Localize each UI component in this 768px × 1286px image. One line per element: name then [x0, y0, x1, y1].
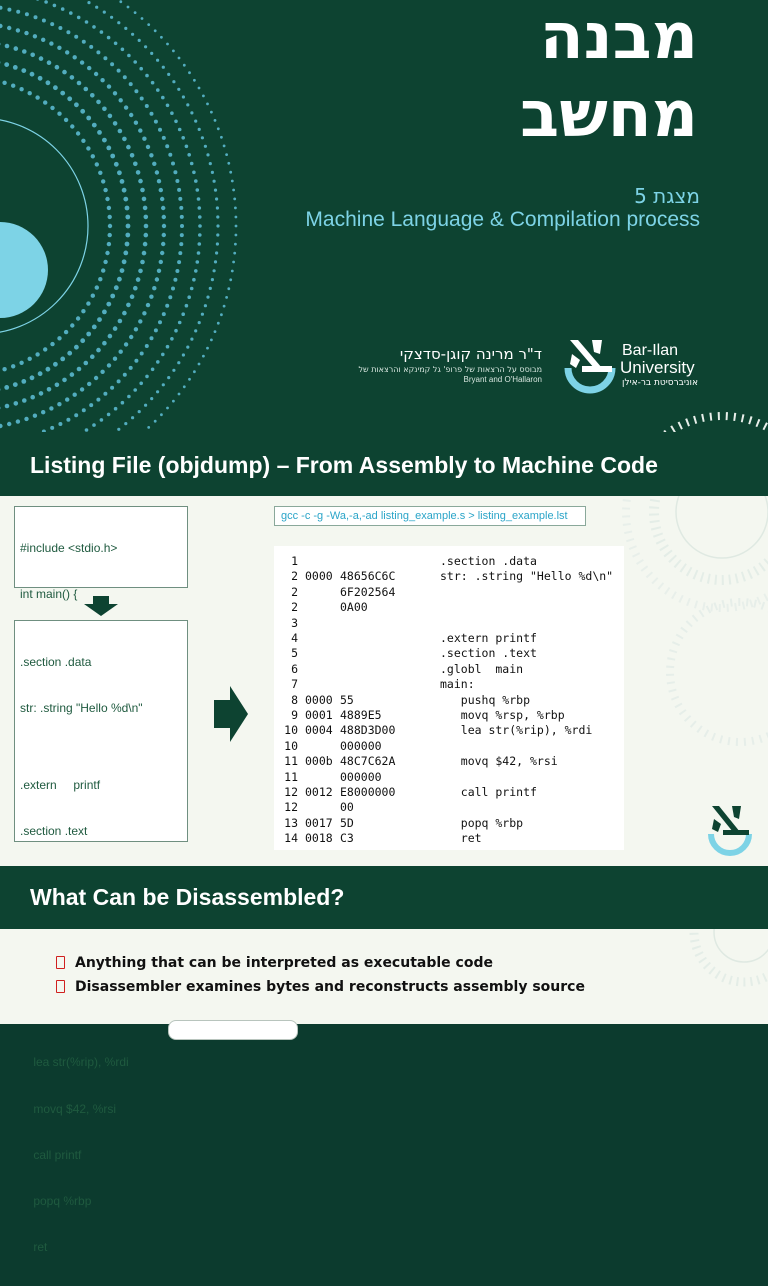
- listing-source: movq $42, %rsi: [440, 754, 558, 769]
- listing-line-number: 5: [280, 646, 298, 661]
- bar-ilan-logo-icon: [562, 334, 618, 390]
- assembly-line: .extern printf: [20, 778, 182, 793]
- title-line-1: מבנה: [540, 0, 698, 74]
- listing-line-number: 11: [280, 754, 298, 769]
- assembly-line: ret: [20, 1240, 182, 1255]
- author-credit-hebrew: מבוסס על הרצאות של פרופ' גל קמינקא והרצאות של: [302, 364, 542, 375]
- listing-source: .extern printf: [440, 631, 537, 646]
- author-credit-english: Bryant and O'Hallaron: [464, 375, 542, 384]
- source-line: int main() {: [20, 587, 182, 602]
- listing-line-number: 2: [280, 585, 298, 600]
- listing-address: 0017: [305, 816, 333, 831]
- listing-source: lea str(%rip), %rdi: [440, 723, 592, 738]
- listing-machine-code: 00: [340, 800, 354, 815]
- listing-source: popq %rbp: [440, 816, 523, 831]
- arrow-down-icon: [84, 596, 118, 616]
- assembly-line: popq %rbp: [20, 1194, 182, 1209]
- university-name-line-2: University: [620, 358, 695, 378]
- bar-ilan-logo-icon: [706, 802, 754, 854]
- listing-file-slide: [0, 432, 768, 866]
- listing-address: 0000: [305, 693, 333, 708]
- partial-diagram-box: [168, 1020, 298, 1040]
- arrow-right-icon: [214, 686, 248, 742]
- assembly-line: .section .data: [20, 655, 182, 670]
- listing-line-number: 3: [280, 616, 298, 631]
- bullet-marker-icon: [56, 956, 65, 969]
- listing-line-number: 8: [280, 693, 298, 708]
- author-name: ד"ר מרינה קוגן-סדצקי: [400, 345, 542, 363]
- listing-line-number: 12: [280, 785, 298, 800]
- listing-machine-code: 5D: [340, 816, 354, 831]
- listing-file-box: [274, 546, 624, 850]
- listing-line-number: 10: [280, 739, 298, 754]
- slide-title: What Can be Disassembled?: [30, 884, 344, 911]
- assembly-line: movq $42, %rsi: [20, 1102, 182, 1117]
- listing-address: 0000: [305, 569, 333, 584]
- listing-address: 000b: [305, 754, 333, 769]
- listing-address: 0004: [305, 723, 333, 738]
- listing-source: ret: [440, 831, 482, 846]
- title-slide: [0, 0, 768, 432]
- assembly-line: lea str(%rip), %rdi: [20, 1055, 182, 1070]
- listing-source: main:: [440, 677, 475, 692]
- listing-line-number: 1: [280, 554, 298, 569]
- listing-machine-code: 000000: [340, 770, 382, 785]
- listing-address: 0012: [305, 785, 333, 800]
- listing-line-number: 9: [280, 708, 298, 723]
- listing-machine-code: 000000: [340, 739, 382, 754]
- listing-line-number: 11: [280, 770, 298, 785]
- listing-line-number: 10: [280, 723, 298, 738]
- university-name-hebrew: אוניברסיטת בר-אילן: [622, 378, 698, 388]
- bullet-text: Disassembler examines bytes and reconstructs assembly source: [75, 979, 585, 995]
- listing-machine-code: 48656C6C: [340, 569, 395, 584]
- assembly-line: .section .text: [20, 824, 182, 839]
- listing-address: 0001: [305, 708, 333, 723]
- assembly-line: call printf: [20, 1148, 182, 1163]
- listing-line-number: 13: [280, 816, 298, 831]
- disassembly-slide: [0, 866, 768, 1024]
- deck-number-label: מצגת 5: [634, 184, 700, 208]
- listing-machine-code: 6F202564: [340, 585, 395, 600]
- concentric-dots-decoration: [0, 0, 300, 432]
- listing-source: call printf: [440, 785, 537, 800]
- title-line-2: מחשב: [520, 78, 698, 152]
- listing-line-number: 2: [280, 600, 298, 615]
- listing-source: str: .string "Hello %d\n": [440, 569, 613, 584]
- listing-line-number: 12: [280, 800, 298, 815]
- listing-source: .section .data: [440, 554, 537, 569]
- listing-machine-code: 0A00: [340, 600, 368, 615]
- listing-line-number: 7: [280, 677, 298, 692]
- assembly-line: str: .string "Hello %d\n": [20, 701, 182, 716]
- slide-title: Listing File (objdump) – From Assembly to Machine Code: [30, 452, 658, 479]
- listing-source: .section .text: [440, 646, 537, 661]
- listing-address: 0018: [305, 831, 333, 846]
- listing-machine-code: E8000000: [340, 785, 395, 800]
- listing-line-number: 4: [280, 631, 298, 646]
- listing-machine-code: 4889E5: [340, 708, 382, 723]
- c-source-code-box: [14, 506, 188, 588]
- listing-machine-code: 488D3D00: [340, 723, 395, 738]
- listing-machine-code: C3: [340, 831, 354, 846]
- listing-line-number: 14: [280, 831, 298, 846]
- listing-source: pushq %rbp: [440, 693, 530, 708]
- listing-line-number: 6: [280, 662, 298, 677]
- bullet-text: Anything that can be interpreted as executable code: [75, 955, 493, 971]
- bullet-marker-icon: [56, 980, 65, 993]
- deck-subtitle: Machine Language & Compilation process: [305, 208, 700, 232]
- assembly-code-box: [14, 620, 188, 842]
- university-name-line-1: Bar-Ilan: [622, 342, 678, 360]
- listing-machine-code: 55: [340, 693, 354, 708]
- listing-line-number: 2: [280, 569, 298, 584]
- source-line: #include <stdio.h>: [20, 541, 182, 556]
- listing-source: movq %rsp, %rbp: [440, 708, 565, 723]
- listing-machine-code: 48C7C62A: [340, 754, 395, 769]
- compile-command-box: gcc -c -g -Wa,-a,-ad listing_example.s > listing_example.lst: [274, 506, 586, 526]
- listing-source: .globl main: [440, 662, 523, 677]
